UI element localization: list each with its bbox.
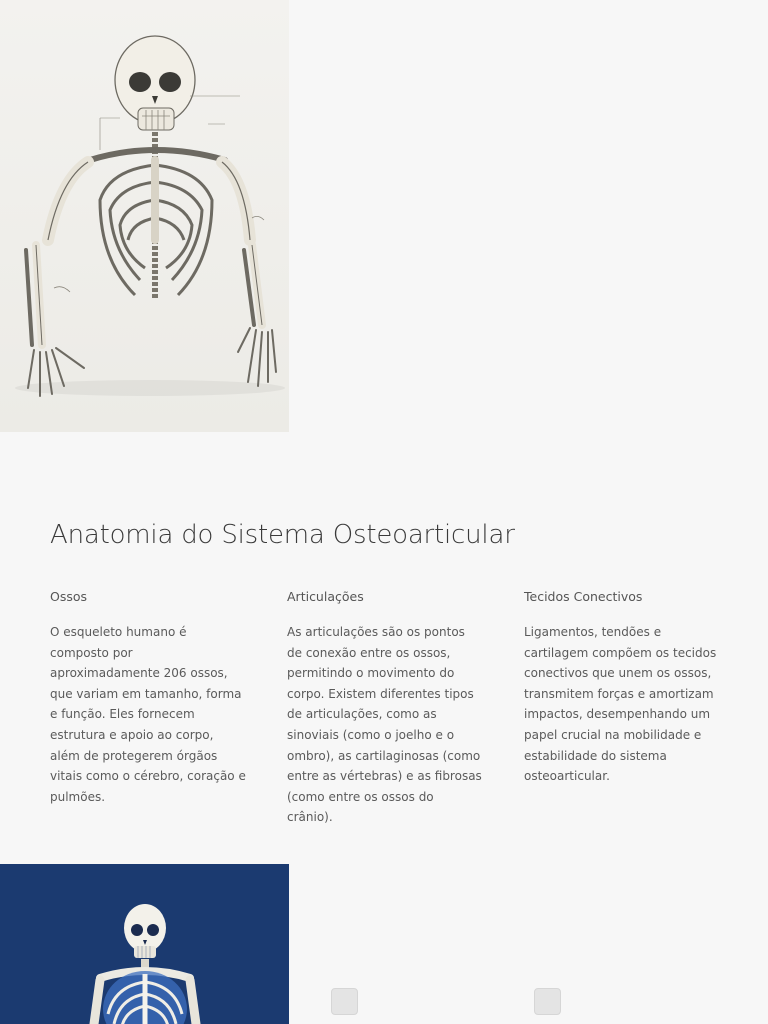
column-articulacoes [287, 588, 483, 828]
column-text: O esqueleto humano é composto por aproximadamente 206 ossos, que variam em tamanho, forma e função. Eles fornecem estrutura e apoio ao corpo, além de protegerem órgãos vitais como o cérebro, coração e pulmões. [50, 625, 246, 804]
column-heading: Tecidos Conectivos [524, 589, 643, 604]
section-title: Anatomia do Sistema Osteoarticular [50, 520, 515, 550]
image-placeholder [331, 988, 358, 1015]
skeleton-sketch-image [0, 0, 289, 432]
skeleton-blue-image [0, 864, 289, 1024]
column-text: As articulações são os pontos de conexão entre os ossos, permitindo o movimento do corpo. Existem diferentes tipos de articulações, como as sinoviais (como o joelho e o ombro), as cartilaginosas (como entre as vértebras) e as fibrosas (como entre os ossos do crânio). [287, 625, 482, 825]
skeleton-sketch-icon [0, 0, 289, 432]
column-text: Ligamentos, tendões e cartilagem compõem os tecidos conectivos que unem os ossos, transmitem forças e amortizam impactos, desempenhando um papel crucial na mobilidade e estabilidade do sistema osteoarticular. [524, 625, 717, 784]
skeleton-blue-icon [0, 864, 289, 1024]
image-placeholder [534, 988, 561, 1015]
column-heading: Ossos [50, 589, 88, 604]
column-ossos [50, 588, 246, 807]
column-heading: Articulações [287, 589, 364, 604]
column-tecidos-conectivos [524, 588, 720, 787]
